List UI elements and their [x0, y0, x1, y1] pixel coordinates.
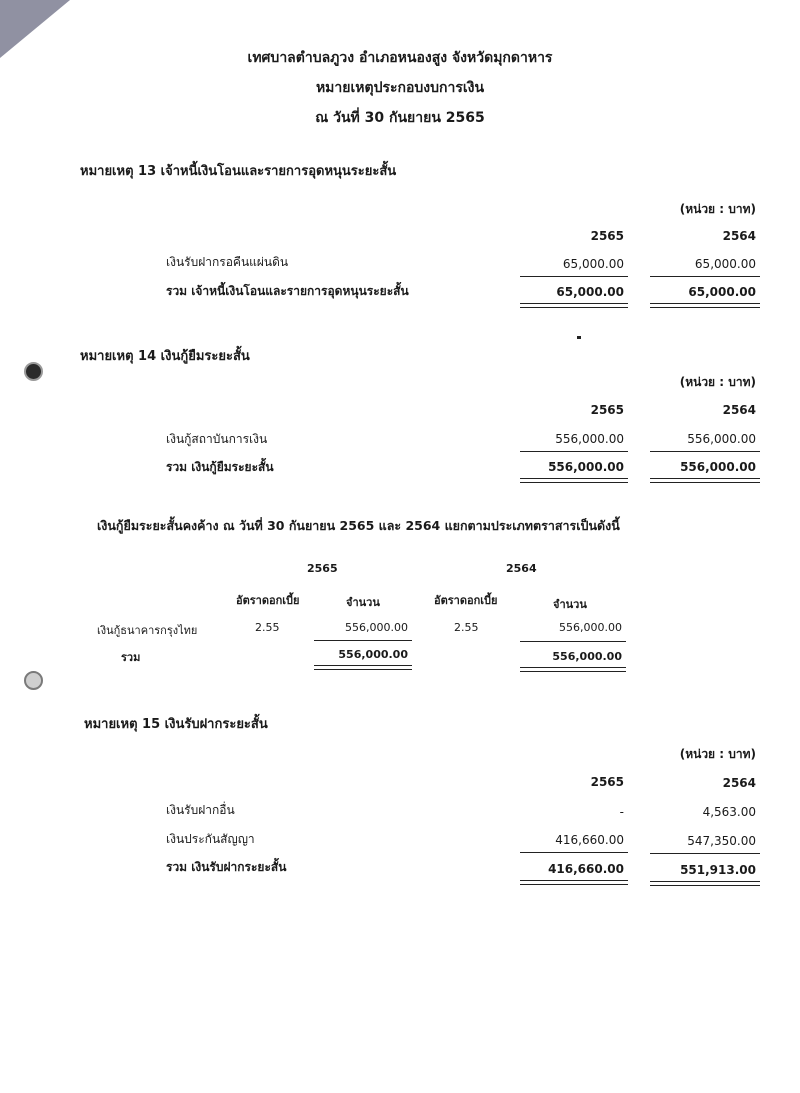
note15-row2-2564: 547,350.00	[687, 834, 756, 848]
note14-row-2564: 556,000.00	[687, 432, 756, 446]
note15-col-2564: 2564	[722, 776, 756, 790]
total-double-rule	[650, 303, 760, 308]
note14-row-label: เงินกู้สถาบันการเงิน	[166, 432, 268, 446]
punch-hole	[24, 362, 43, 381]
note15-row2-2565: 416,660.00	[555, 833, 624, 847]
punch-hole	[24, 671, 43, 690]
total-double-rule	[520, 478, 628, 483]
note13-col-2565: 2565	[590, 229, 624, 243]
org-title: เทศบาลตำบลภูวง อำเภอหนองสูง จังหวัดมุกดาหาร	[247, 50, 553, 66]
note14-total-label: รวม เงินกู้ยืมระยะสั้น	[166, 460, 274, 474]
note13-row-label: เงินรับฝากรอคืนแผ่นดิน	[166, 255, 289, 269]
note15-col-2565: 2565	[590, 775, 624, 789]
note13-row-2565: 65,000.00	[562, 257, 624, 271]
note15-row1-label: เงินรับฝากอื่น	[166, 803, 235, 817]
subtotal-rule	[650, 451, 760, 452]
subtotal-rule	[650, 276, 760, 277]
note15-unit: (หน่วย : บาท)	[679, 747, 756, 761]
note13-col-2564: 2564	[722, 229, 756, 243]
note13-row-2564: 65,000.00	[694, 257, 756, 271]
loans-row-label: เงินกู้ธนาคารกรุงไทย	[97, 624, 198, 637]
subtotal-rule	[520, 641, 626, 642]
loans-rate-header-2565: อัตราดอกเบี้ย	[236, 594, 300, 607]
loans-year-2565: 2565	[307, 562, 338, 575]
note15-row2-label: เงินประกันสัญญา	[166, 832, 255, 846]
subtotal-rule	[520, 451, 628, 452]
loans-row-rate-2565: 2.55	[255, 621, 280, 634]
loans-amount-header-2565: จำนวน	[346, 596, 380, 609]
loans-total-amount-2564: 556,000.00	[552, 650, 622, 663]
scan-speck	[577, 336, 581, 339]
document-date: ณ วันที่ 30 กันยายน 2565	[315, 110, 485, 126]
loans-year-2564: 2564	[506, 562, 537, 575]
note15-total-2565: 416,660.00	[548, 862, 624, 876]
subtotal-rule	[520, 276, 628, 277]
note14-col-2565: 2565	[590, 403, 624, 417]
note15-row1-2564: 4,563.00	[702, 805, 756, 819]
note15-title: หมายเหตุ 15 เงินรับฝากระยะสั้น	[84, 717, 268, 732]
total-double-rule	[650, 478, 760, 483]
note14-total-2565: 556,000.00	[548, 460, 624, 474]
note14-unit: (หน่วย : บาท)	[679, 375, 756, 389]
total-double-rule	[314, 665, 412, 670]
note14-row-2565: 556,000.00	[555, 432, 624, 446]
loans-title: เงินกู้ยืมระยะสั้นคงค้าง ณ วันที่ 30 กันยายน 2565 และ 2564 แยกตามประเภทตราสารเป็นดังนี้	[97, 518, 620, 533]
loans-total-label: รวม	[121, 651, 141, 664]
note15-total-2564: 551,913.00	[680, 863, 756, 877]
subtotal-rule	[314, 640, 412, 641]
note14-col-2564: 2564	[722, 403, 756, 417]
subtotal-rule	[520, 852, 628, 853]
note14-title: หมายเหตุ 14 เงินกู้ยืมระยะสั้น	[80, 349, 250, 364]
loans-row-amount-2565: 556,000.00	[345, 621, 408, 634]
subtotal-rule	[650, 853, 760, 854]
note13-total-label: รวม เจ้าหนี้เงินโอนและรายการอุดหนุนระยะสั้น	[166, 284, 409, 298]
note14-total-2564: 556,000.00	[680, 460, 756, 474]
note13-total-2564: 65,000.00	[688, 285, 756, 299]
note15-row1-2565: -	[619, 805, 624, 819]
loans-row-rate-2564: 2.55	[454, 621, 479, 634]
note13-total-2565: 65,000.00	[556, 285, 624, 299]
total-double-rule	[520, 667, 626, 672]
note13-unit: (หน่วย : บาท)	[679, 202, 756, 216]
note13-title: หมายเหตุ 13 เจ้าหนี้เงินโอนและรายการอุดหนุนระยะสั้น	[80, 164, 397, 179]
total-double-rule	[650, 881, 760, 886]
note15-total-label: รวม เงินรับฝากระยะสั้น	[166, 860, 287, 874]
total-double-rule	[520, 880, 628, 885]
loans-rate-header-2564: อัตราดอกเบี้ย	[434, 594, 498, 607]
loans-total-amount-2565: 556,000.00	[338, 648, 408, 661]
total-double-rule	[520, 303, 628, 308]
document-title: หมายเหตุประกอบงบการเงิน	[315, 80, 485, 96]
loans-row-amount-2564: 556,000.00	[559, 621, 622, 634]
loans-amount-header-2564: จำนวน	[553, 598, 587, 611]
